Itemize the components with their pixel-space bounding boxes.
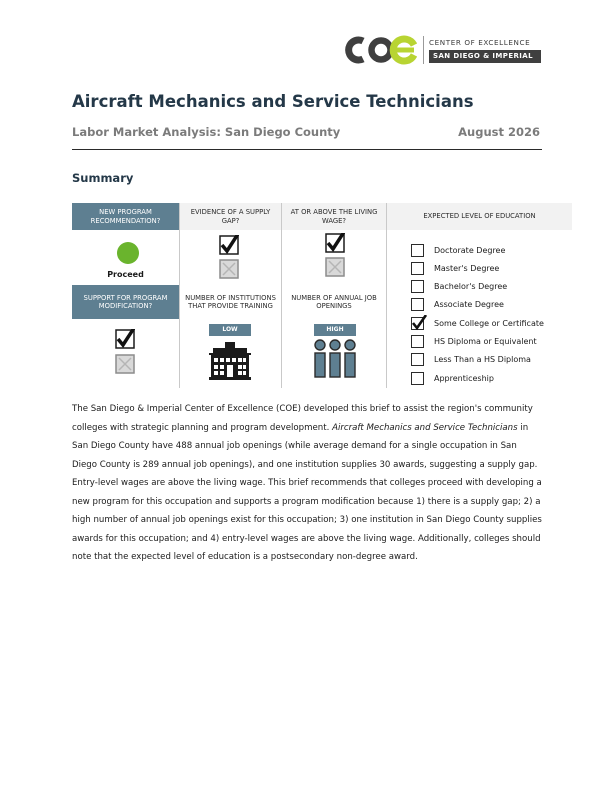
building-icon (209, 340, 251, 380)
institutions-level-badge: LOW (209, 324, 251, 336)
living-wage-no-checkbox (325, 257, 345, 277)
education-level-label: Less Than a HS Diploma (434, 355, 531, 365)
education-level-label: Some College or Certificate (434, 318, 544, 328)
header-new-program: NEW PROGRAM RECOMMENDATION? (72, 203, 179, 230)
proceed-indicator (117, 242, 139, 264)
people-icon (313, 339, 357, 379)
recommendation-label: Proceed (107, 270, 144, 279)
header-program-modification: SUPPORT FOR PROGRAM MODIFICATION? (72, 285, 179, 319)
empty-checkbox-icon (411, 353, 424, 366)
education-level-item (411, 280, 507, 294)
education-level-label: Master's Degree (434, 263, 500, 273)
checked-checkbox-icon (411, 317, 424, 330)
education-level-item (411, 316, 544, 330)
empty-checkbox-icon (411, 262, 424, 275)
grid-divider (386, 203, 387, 388)
empty-checkbox-icon (411, 372, 424, 385)
education-level-item (411, 261, 499, 275)
report-date: August 2026 (458, 125, 540, 139)
education-level-item (411, 371, 494, 385)
page-subtitle: Labor Market Analysis: San Diego County (72, 125, 341, 139)
education-level-item (411, 353, 531, 367)
education-level-label: Doctorate Degree (434, 245, 506, 255)
empty-checkbox-icon (411, 280, 424, 293)
header-num-institutions: NUMBER OF INSTITUTIONS THAT PROVIDE TRAINING (185, 293, 276, 310)
supply-gap-no-checkbox (219, 259, 239, 279)
education-level-item (411, 335, 537, 349)
header-num-openings: NUMBER OF ANNUAL JOB OPENINGS (291, 293, 377, 310)
empty-checkbox-icon (411, 335, 424, 348)
modification-no-checkbox (115, 354, 135, 374)
education-level-label: HS Diploma or Equivalent (434, 337, 537, 346)
supply-gap-yes-checkbox (219, 235, 239, 255)
logo-line1: CENTER OF EXCELLENCE (429, 38, 531, 47)
empty-checkbox-icon (411, 244, 424, 257)
header-living-wage: AT OR ABOVE THE LIVING WAGE? (282, 203, 386, 230)
logo-divider (423, 36, 424, 64)
education-level-label: Associate Degree (434, 300, 504, 310)
summary-heading: Summary (72, 171, 134, 185)
empty-checkbox-icon (411, 298, 424, 311)
coe-logo (341, 34, 546, 66)
summary-paragraph: The San Diego & Imperial Center of Excellence (COE) developed this brief to assist the region's community colleges with strategic planning and program development. Aircraft Mechanics and Service Technicians in San Diego County have 488 annual job openings (while average demand for a single occupation in San Diego County is 289 annual job openings), and one institution supplies 30 awards, suggesting a supply gap. Entry-level wages are above the living wage. This brief recommends that colleges proceed with developing a new program for this occupation and supports a program modification because 1) there is a supply gap; 2) a high number of annual job openings exist for this occupation; 3) one institution in San Diego County supplies awards for this occupation; and 4) entry-level wages are above the living wage. Additionally, colleges should note that the expected level of education is a postsecondary non-degree award. (72, 404, 542, 562)
header-supply-gap: EVIDENCE OF A SUPPLY GAP? (180, 203, 281, 230)
education-level-item (411, 298, 504, 312)
education-level-label: Bachelor's Degree (434, 282, 508, 292)
page-title: Aircraft Mechanics and Service Technicians (72, 92, 474, 111)
education-level-item (411, 243, 505, 257)
logo-line2: SAN DIEGO & IMPERIAL (429, 50, 541, 63)
header-education: EXPECTED LEVEL OF EDUCATION (387, 203, 572, 230)
title-rule (72, 149, 542, 150)
education-level-label: Apprenticeship (434, 373, 494, 383)
living-wage-yes-checkbox (325, 233, 345, 253)
coe-logo-mark (341, 34, 417, 66)
openings-level-badge: HIGH (314, 324, 356, 336)
modification-yes-checkbox (115, 329, 135, 349)
